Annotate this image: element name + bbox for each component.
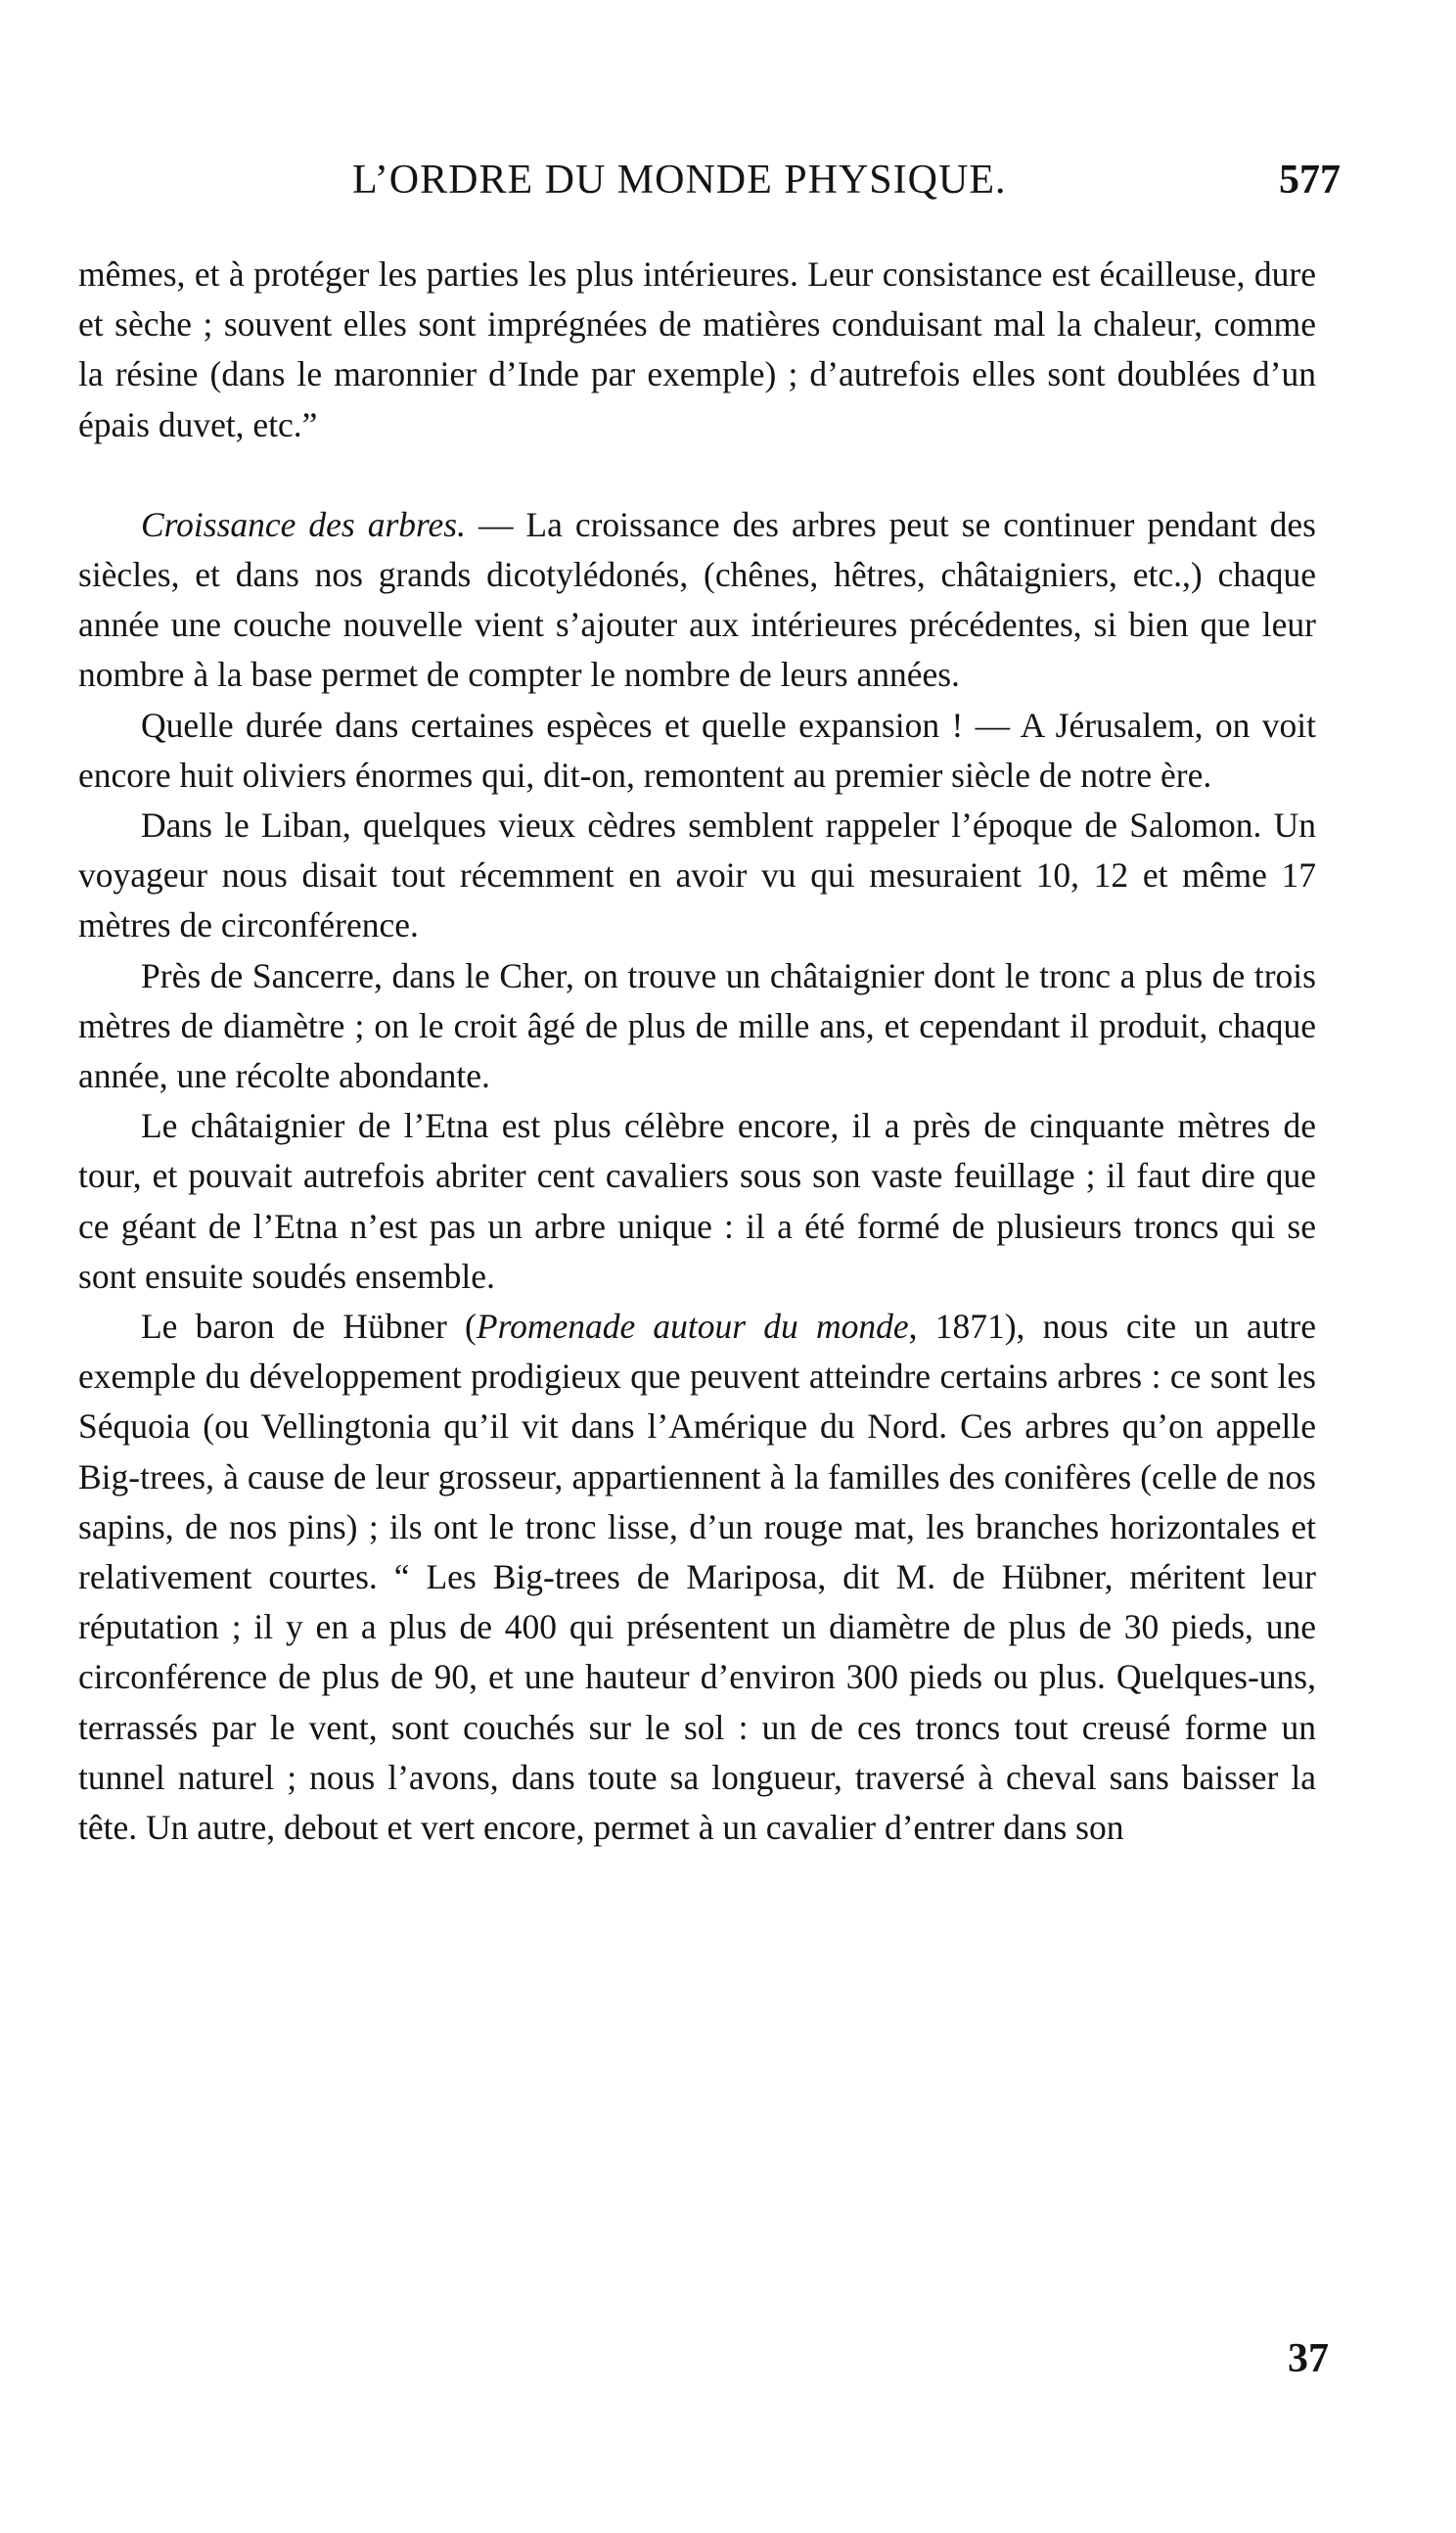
paragraph-hubner-rest: , 1871), nous cite un autre exemple du développement prodigieux que peuvent atteindre certains arbres : ce sont les Séquoia (ou Vellingtonia qu’il vit dans l’Amérique du Nord. Ces arbres qu’on appelle Big-trees, à cause de leur grosseur, appartiennent à la familles des conifères (celle de nos sapins, de nos pins) ; ils ont le tronc lisse, d’un rouge mat, les branches horizontales et relativement courtes. “ Les Big-trees de Mariposa, dit M. de Hübner, méritent leur réputation ; il y en a plus de 400 qui présentent un diamètre de plus de 30 pieds, une circonférence de plus de 90, et une hauteur d’environ 300 pieds ou plus. Quelques-uns, terrassés par le vent, sont couchés sur le sol : un de ces troncs tout creusé forme un tunnel naturel ; nous l’avons, dans toute sa longueur, traversé à cheval sans baisser la tête. Un autre, debout et vert encore, permet à un cavalier d’entrer dans son bbox=[78, 1307, 1316, 1848]
paragraph-growth bbox=[78, 500, 1316, 701]
running-title: L’ORDRE DU MONDE PHYSIQUE. bbox=[352, 158, 1007, 203]
signature-mark: 37 bbox=[1288, 2336, 1329, 2381]
paragraph-growth-text: — La croissance des arbres peut se continuer pendant des siècles, et dans nos grands dicotylédonés, (chênes, hêtres, châtaigniers, etc.,) chaque année une couche nouvelle vient s’ajouter aux intérieures précédentes, si bien que leur nombre à la base permet de compter le nombre de leurs années. bbox=[78, 504, 1316, 695]
paragraph-duration: Quelle durée dans certaines espèces et quelle expansion ! — A Jérusalem, on voit encore huit oliviers énormes qui, dit-on, remontent au premier siècle de notre ère. bbox=[78, 705, 1316, 795]
section-heading: Croissance des arbres. bbox=[141, 504, 466, 544]
running-head bbox=[78, 157, 1341, 215]
page-number: 577 bbox=[1279, 158, 1341, 203]
paragraph-sancerre: Près de Sancerre, dans le Cher, on trouve un châtaignier dont le tronc a plus de trois mètres de diamètre ; on le croit âgé de plus de mille ans, et cependant il produit, chaque année, une récolte abondante. bbox=[78, 955, 1316, 1096]
paragraph-etna: Le châtaignier de l’Etna est plus célèbre encore, il a près de cinquante mètres de tour, et pouvait autrefois abriter cent cavaliers sous son vaste feuillage ; il faut dire que ce géant de l’Etna n’est pas un arbre unique : il a été formé de plusieurs troncs qui se sont ensuite soudés ensemble. bbox=[78, 1106, 1316, 1296]
paragraph-liban: Dans le Liban, quelques vieux cèdres semblent rappeler l’époque de Salomon. Un voyageur nous disait tout récemment en avoir vu qui mesuraient 10, 12 et même 17 mètres de circonférence. bbox=[78, 806, 1316, 945]
paragraph-continuation: mêmes, et à protéger les parties les plus intérieures. Leur consistance est écailleuse, dure et sèche ; souvent elles sont imprégnées de matières conduisant mal la chaleur, comme la résine (dans le maronnier d’Inde par exemple) ; d’autrefois elles sont doublées d’un épais duvet, etc.” bbox=[78, 254, 1316, 444]
book-title: Promenade autour du monde bbox=[476, 1307, 909, 1347]
body-text bbox=[78, 250, 1316, 1853]
paragraph-hubner bbox=[78, 1302, 1316, 1853]
paragraph-hubner-start: Le baron de Hübner ( bbox=[141, 1307, 477, 1347]
